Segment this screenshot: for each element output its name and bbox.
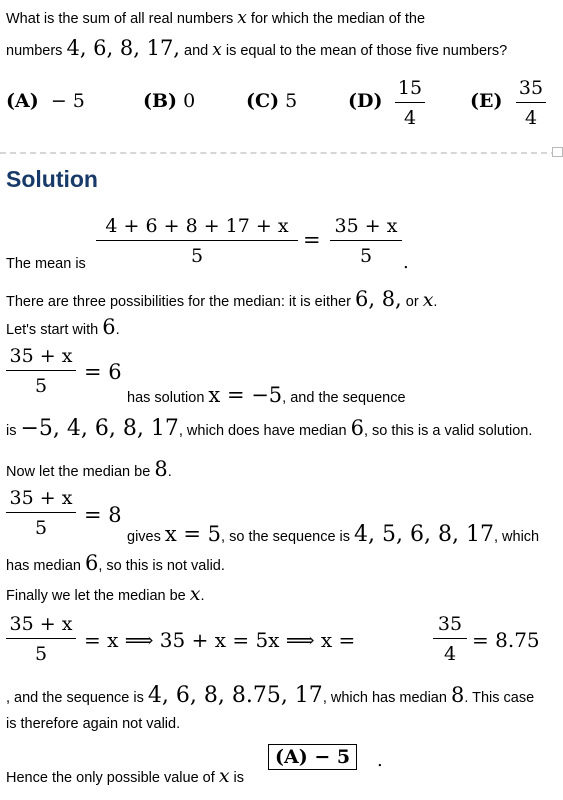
fraction-bar (516, 102, 546, 103)
solution-text: Now let the median be (6, 464, 155, 480)
equals-sign: = (303, 228, 321, 252)
mean-label: The mean is (6, 256, 86, 272)
variable-x: x (422, 289, 434, 311)
case6-sequence-line (6, 416, 532, 441)
median-value: 6 (102, 315, 116, 339)
solution-text: , which does have median (178, 423, 351, 439)
solution-text: . (433, 294, 438, 310)
fraction-denominator: 5 (190, 245, 204, 267)
solution-text: . (200, 588, 205, 604)
solution-text: has solution (127, 390, 209, 406)
fraction-bar (433, 638, 467, 639)
mean-period: . (403, 252, 409, 273)
fraction-denominator: 5 (34, 643, 48, 665)
variable-x: x (237, 8, 247, 28)
start-line (6, 315, 120, 339)
fraction-denominator: 5 (359, 245, 373, 267)
solution-text: . (115, 322, 120, 338)
fraction-numerator: 35 (518, 77, 544, 99)
fraction-bar (96, 240, 298, 241)
fraction-bar (6, 370, 76, 371)
fraction-bar (330, 240, 402, 241)
variable-x: x (189, 583, 201, 605)
solution-text: , so this is a valid solution. (363, 423, 533, 439)
case8-rhs: = 8 (84, 503, 122, 527)
case8-intro-line (6, 457, 172, 481)
final-period: . (377, 750, 383, 771)
fraction-denominator: 4 (443, 643, 457, 665)
fraction-numerator: 35 + x (9, 613, 73, 635)
casex-chain: = x ⟹ 35 + x = 5x ⟹ x = (84, 628, 356, 652)
solution-text: Let's start with (6, 322, 103, 338)
fraction-numerator: 35 + x (9, 487, 73, 509)
case6-rhs: = 6 (84, 360, 122, 384)
casex-result-fraction (433, 612, 467, 666)
choice-e-fraction (516, 76, 546, 130)
solution-text: Hence the only possible value of (6, 770, 219, 786)
median-value: 6 (350, 416, 364, 440)
solution-text: . This case (464, 690, 535, 706)
solution-text: , so the sequence is (221, 529, 355, 545)
choice-label: (E) (470, 90, 503, 112)
solution-text: is (6, 423, 21, 439)
case8-solution-line (127, 522, 539, 547)
choice-e (470, 90, 502, 112)
solution-text: gives (127, 529, 165, 545)
casex-intro-line (6, 583, 205, 605)
solution-text: Finally we let the median be (6, 588, 190, 604)
solution-text: or (401, 294, 423, 310)
fraction-denominator: 4 (524, 107, 538, 129)
solution-heading: Solution (6, 166, 98, 192)
case6-solution-line (127, 383, 406, 407)
problem-line-2 (6, 36, 507, 60)
fraction-numerator: 35 + x (9, 345, 73, 367)
fraction-numerator: 35 (437, 613, 463, 635)
final-answer: (A) − 5 (275, 746, 351, 768)
fraction-denominator: 5 (34, 517, 48, 539)
number-list: 4, 6, 8, 17, (66, 36, 180, 60)
fraction-denominator: 5 (34, 375, 48, 397)
choice-value: 0 (183, 90, 196, 112)
case6-sequence: −5, 4, 6, 8, 17 (20, 416, 179, 441)
case8-solution-value: x = 5 (164, 522, 222, 546)
choice-c (246, 90, 297, 112)
solution-text: , and the sequence is (6, 690, 148, 706)
casex-result: = 8.75 (472, 628, 540, 652)
case8-sequence: 4, 5, 6, 8, 17 (354, 522, 494, 547)
choice-label: (D) (348, 90, 383, 112)
resize-handle[interactable] (552, 147, 563, 157)
solution-text: , which has median (322, 690, 451, 706)
median-options: 6, 8, (354, 287, 402, 311)
problem-text: is equal to the mean of those five numbers? (221, 43, 508, 59)
casex-line-2: is therefore again not valid. (6, 716, 181, 732)
final-line (6, 765, 244, 787)
variable-x: x (218, 765, 230, 787)
fraction-numerator: 15 (397, 77, 423, 99)
fraction-bar (395, 102, 425, 103)
choice-a (6, 90, 85, 112)
problem-line-1 (6, 8, 425, 28)
case6-fraction (6, 344, 76, 398)
solution-text: is (229, 770, 245, 786)
choice-d (348, 90, 382, 112)
fraction-bar (6, 638, 76, 639)
choice-value: − 5 (50, 90, 85, 112)
casex-sequence: 4, 6, 8, 8.75, 17 (147, 683, 323, 708)
choice-label: (C) (246, 90, 280, 112)
choice-label: (B) (143, 90, 178, 112)
final-answer-box (268, 744, 357, 770)
section-divider (0, 152, 557, 154)
median-value: 8 (154, 457, 168, 481)
choice-d-fraction (395, 76, 425, 130)
case8-fraction (6, 486, 76, 540)
solution-text: , which (493, 529, 540, 545)
fraction-numerator: 4 + 6 + 8 + 17 + x (105, 215, 289, 237)
solution-text: There are three possibilities for the median: it is either (6, 294, 355, 310)
mean-fraction-right (330, 214, 402, 268)
solution-text: . (167, 464, 172, 480)
problem-text: for which the median of the (246, 11, 426, 27)
solution-text: , and the sequence (282, 390, 406, 406)
solution-text: has median (6, 558, 85, 574)
solution-text: , so this is not valid. (98, 558, 225, 574)
casex-sequence-line (6, 683, 534, 708)
median-value: 8 (450, 683, 465, 707)
median-value: 6 (85, 551, 99, 575)
fraction-numerator: 35 + x (334, 215, 398, 237)
problem-text: and (179, 43, 213, 59)
choice-b (143, 90, 195, 112)
choice-label: (A) (6, 90, 39, 112)
case8-line-2 (6, 551, 225, 575)
fraction-bar (6, 512, 76, 513)
choice-value: 5 (285, 90, 298, 112)
case6-solution-value: x = −5 (208, 383, 283, 407)
mean-fraction-left (96, 214, 298, 268)
variable-x: x (212, 40, 222, 60)
problem-text: What is the sum of all real numbers (6, 11, 238, 27)
possibilities-line (6, 287, 437, 311)
fraction-denominator: 4 (403, 107, 417, 129)
casex-fraction (6, 612, 76, 666)
problem-text: numbers (6, 43, 67, 59)
